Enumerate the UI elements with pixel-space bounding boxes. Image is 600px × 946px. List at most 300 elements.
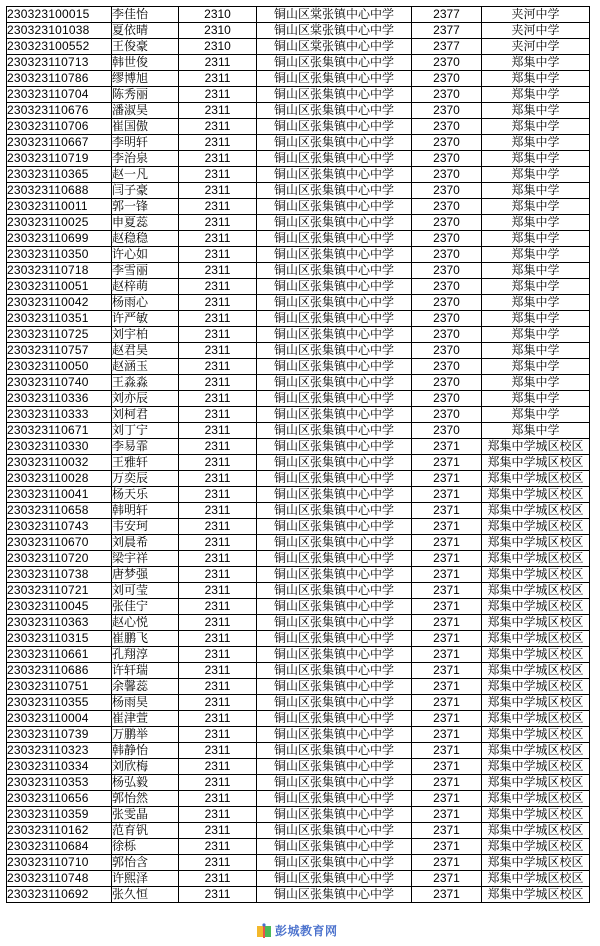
table-row xyxy=(7,55,590,71)
student-name-cell: 李佳怡 xyxy=(112,7,179,23)
admit-school-cell: 郑集中学 xyxy=(482,119,590,135)
table-row xyxy=(7,455,590,471)
school-name-cell: 铜山区张集镇中心中学 xyxy=(257,359,412,375)
student-name-cell: 潘淑昊 xyxy=(112,103,179,119)
table-row xyxy=(7,647,590,663)
exam-id-cell: 230323110757 xyxy=(7,343,112,359)
admit-code-cell: 2371 xyxy=(412,759,482,775)
admit-school-cell: 郑集中学城区校区 xyxy=(482,743,590,759)
admit-school-cell: 郑集中学 xyxy=(482,55,590,71)
school-name-cell: 铜山区张集镇中心中学 xyxy=(257,711,412,727)
admit-code-cell: 2371 xyxy=(412,887,482,903)
school-name-cell: 铜山区棠张镇中心中学 xyxy=(257,7,412,23)
admit-code-cell: 2370 xyxy=(412,311,482,327)
table-row xyxy=(7,823,590,839)
student-name-cell: 崔鹏飞 xyxy=(112,631,179,647)
admit-school-cell: 郑集中学 xyxy=(482,391,590,407)
school-name-cell: 铜山区张集镇中心中学 xyxy=(257,791,412,807)
admit-school-cell: 郑集中学城区校区 xyxy=(482,871,590,887)
school-code-cell: 2311 xyxy=(179,87,257,103)
exam-id-cell: 230323110661 xyxy=(7,647,112,663)
admit-code-cell: 2371 xyxy=(412,567,482,583)
table-row xyxy=(7,423,590,439)
school-code-cell: 2311 xyxy=(179,647,257,663)
admit-school-cell: 郑集中学城区校区 xyxy=(482,759,590,775)
admit-code-cell: 2371 xyxy=(412,839,482,855)
exam-id-cell: 230323110041 xyxy=(7,487,112,503)
exam-id-cell: 230323110684 xyxy=(7,839,112,855)
admit-school-cell: 郑集中学城区校区 xyxy=(482,663,590,679)
admit-school-cell: 郑集中学城区校区 xyxy=(482,855,590,871)
student-name-cell: 许轩瑞 xyxy=(112,663,179,679)
exam-id-cell: 230323110751 xyxy=(7,679,112,695)
admit-school-cell: 夹河中学 xyxy=(482,23,590,39)
table-row xyxy=(7,487,590,503)
admit-code-cell: 2371 xyxy=(412,663,482,679)
student-name-cell: 刘晨希 xyxy=(112,535,179,551)
table-row xyxy=(7,471,590,487)
exam-id-cell: 230323110004 xyxy=(7,711,112,727)
school-name-cell: 铜山区张集镇中心中学 xyxy=(257,71,412,87)
admit-code-cell: 2377 xyxy=(412,7,482,23)
admit-code-cell: 2370 xyxy=(412,407,482,423)
exam-id-cell: 230323110051 xyxy=(7,279,112,295)
exam-id-cell: 230323110025 xyxy=(7,215,112,231)
school-name-cell: 铜山区张集镇中心中学 xyxy=(257,871,412,887)
admit-code-cell: 2371 xyxy=(412,551,482,567)
table-row xyxy=(7,247,590,263)
school-code-cell: 2311 xyxy=(179,151,257,167)
school-name-cell: 铜山区张集镇中心中学 xyxy=(257,567,412,583)
student-name-cell: 夏依晴 xyxy=(112,23,179,39)
school-name-cell: 铜山区张集镇中心中学 xyxy=(257,823,412,839)
student-name-cell: 王淼淼 xyxy=(112,375,179,391)
exam-id-cell: 230323110353 xyxy=(7,775,112,791)
student-name-cell: 许心如 xyxy=(112,247,179,263)
school-name-cell: 铜山区张集镇中心中学 xyxy=(257,631,412,647)
exam-id-cell: 230323110713 xyxy=(7,55,112,71)
admit-code-cell: 2371 xyxy=(412,487,482,503)
exam-id-cell: 230323110738 xyxy=(7,567,112,583)
table-row xyxy=(7,551,590,567)
school-code-cell: 2311 xyxy=(179,567,257,583)
school-code-cell: 2311 xyxy=(179,663,257,679)
admit-school-cell: 郑集中学 xyxy=(482,103,590,119)
admit-school-cell: 郑集中学城区校区 xyxy=(482,791,590,807)
exam-id-cell: 230323110699 xyxy=(7,231,112,247)
admission-table xyxy=(6,6,590,903)
school-name-cell: 铜山区张集镇中心中学 xyxy=(257,471,412,487)
school-name-cell: 铜山区张集镇中心中学 xyxy=(257,839,412,855)
school-code-cell: 2311 xyxy=(179,615,257,631)
exam-id-cell: 230323100015 xyxy=(7,7,112,23)
school-code-cell: 2311 xyxy=(179,535,257,551)
admit-school-cell: 郑集中学城区校区 xyxy=(482,535,590,551)
exam-id-cell: 230323110333 xyxy=(7,407,112,423)
student-name-cell: 徐栎 xyxy=(112,839,179,855)
admit-code-cell: 2370 xyxy=(412,423,482,439)
exam-id-cell: 230323110323 xyxy=(7,743,112,759)
table-row xyxy=(7,711,590,727)
school-code-cell: 2311 xyxy=(179,327,257,343)
table-row xyxy=(7,343,590,359)
school-code-cell: 2311 xyxy=(179,215,257,231)
school-code-cell: 2311 xyxy=(179,55,257,71)
school-name-cell: 铜山区张集镇中心中学 xyxy=(257,295,412,311)
admit-code-cell: 2370 xyxy=(412,87,482,103)
school-code-cell: 2311 xyxy=(179,551,257,567)
school-name-cell: 铜山区张集镇中心中学 xyxy=(257,263,412,279)
exam-id-cell: 230323110748 xyxy=(7,871,112,887)
table-row xyxy=(7,743,590,759)
student-name-cell: 刘欣梅 xyxy=(112,759,179,775)
admit-code-cell: 2371 xyxy=(412,615,482,631)
exam-id-cell: 230323110032 xyxy=(7,455,112,471)
exam-id-cell: 230323110706 xyxy=(7,119,112,135)
table-row xyxy=(7,103,590,119)
school-name-cell: 铜山区张集镇中心中学 xyxy=(257,743,412,759)
student-name-cell: 刘可莹 xyxy=(112,583,179,599)
admit-code-cell: 2371 xyxy=(412,695,482,711)
school-name-cell: 铜山区张集镇中心中学 xyxy=(257,759,412,775)
school-name-cell: 铜山区张集镇中心中学 xyxy=(257,343,412,359)
admit-code-cell: 2370 xyxy=(412,295,482,311)
table-row xyxy=(7,279,590,295)
student-name-cell: 余馨蕊 xyxy=(112,679,179,695)
table-row xyxy=(7,135,590,151)
exam-id-cell: 230323110042 xyxy=(7,295,112,311)
admit-code-cell: 2370 xyxy=(412,279,482,295)
student-name-cell: 郭怡含 xyxy=(112,855,179,871)
school-name-cell: 铜山区张集镇中心中学 xyxy=(257,375,412,391)
admission-list-sheet xyxy=(6,6,590,903)
exam-id-cell: 230323110725 xyxy=(7,327,112,343)
admit-school-cell: 郑集中学城区校区 xyxy=(482,807,590,823)
student-name-cell: 郭一锋 xyxy=(112,199,179,215)
school-name-cell: 铜山区张集镇中心中学 xyxy=(257,599,412,615)
school-code-cell: 2311 xyxy=(179,167,257,183)
admit-school-cell: 郑集中学城区校区 xyxy=(482,439,590,455)
admit-school-cell: 郑集中学 xyxy=(482,375,590,391)
student-name-cell: 杨弘毅 xyxy=(112,775,179,791)
school-code-cell: 2310 xyxy=(179,23,257,39)
watermark-text: 彭城教育网 xyxy=(275,924,338,938)
admit-school-cell: 郑集中学 xyxy=(482,151,590,167)
admit-code-cell: 2370 xyxy=(412,247,482,263)
exam-id-cell: 230323110676 xyxy=(7,103,112,119)
exam-id-cell: 230323110719 xyxy=(7,151,112,167)
admit-school-cell: 郑集中学 xyxy=(482,247,590,263)
admit-code-cell: 2370 xyxy=(412,135,482,151)
admit-code-cell: 2371 xyxy=(412,455,482,471)
table-row xyxy=(7,631,590,647)
school-code-cell: 2311 xyxy=(179,855,257,871)
admit-code-cell: 2371 xyxy=(412,599,482,615)
student-name-cell: 孔翔淳 xyxy=(112,647,179,663)
school-code-cell: 2311 xyxy=(179,343,257,359)
exam-id-cell: 230323110330 xyxy=(7,439,112,455)
exam-id-cell: 230323110688 xyxy=(7,183,112,199)
exam-id-cell: 230323110739 xyxy=(7,727,112,743)
school-name-cell: 铜山区张集镇中心中学 xyxy=(257,503,412,519)
school-code-cell: 2311 xyxy=(179,775,257,791)
school-name-cell: 铜山区张集镇中心中学 xyxy=(257,407,412,423)
school-name-cell: 铜山区张集镇中心中学 xyxy=(257,775,412,791)
table-row xyxy=(7,791,590,807)
student-name-cell: 张雯晶 xyxy=(112,807,179,823)
table-row xyxy=(7,407,590,423)
school-code-cell: 2311 xyxy=(179,743,257,759)
school-name-cell: 铜山区张集镇中心中学 xyxy=(257,647,412,663)
school-code-cell: 2311 xyxy=(179,631,257,647)
admit-code-cell: 2371 xyxy=(412,679,482,695)
admit-school-cell: 郑集中学城区校区 xyxy=(482,775,590,791)
table-row xyxy=(7,807,590,823)
school-name-cell: 铜山区张集镇中心中学 xyxy=(257,87,412,103)
admit-code-cell: 2371 xyxy=(412,807,482,823)
exam-id-cell: 230323110670 xyxy=(7,535,112,551)
admit-school-cell: 郑集中学城区校区 xyxy=(482,679,590,695)
table-row xyxy=(7,359,590,375)
table-row xyxy=(7,775,590,791)
exam-id-cell: 230323110363 xyxy=(7,615,112,631)
exam-id-cell: 230323110162 xyxy=(7,823,112,839)
school-code-cell: 2311 xyxy=(179,887,257,903)
admit-code-cell: 2370 xyxy=(412,327,482,343)
school-name-cell: 铜山区张集镇中心中学 xyxy=(257,119,412,135)
student-name-cell: 刘亦辰 xyxy=(112,391,179,407)
school-name-cell: 铜山区张集镇中心中学 xyxy=(257,679,412,695)
table-row xyxy=(7,695,590,711)
school-name-cell: 铜山区张集镇中心中学 xyxy=(257,167,412,183)
admit-code-cell: 2370 xyxy=(412,183,482,199)
school-code-cell: 2311 xyxy=(179,439,257,455)
school-code-cell: 2310 xyxy=(179,7,257,23)
admit-code-cell: 2371 xyxy=(412,647,482,663)
exam-id-cell: 230323110334 xyxy=(7,759,112,775)
admit-code-cell: 2371 xyxy=(412,583,482,599)
admit-school-cell: 郑集中学 xyxy=(482,327,590,343)
table-row xyxy=(7,535,590,551)
admit-code-cell: 2370 xyxy=(412,103,482,119)
school-code-cell: 2311 xyxy=(179,807,257,823)
student-name-cell: 陈秀丽 xyxy=(112,87,179,103)
admit-code-cell: 2371 xyxy=(412,855,482,871)
student-name-cell: 许严敏 xyxy=(112,311,179,327)
admit-code-cell: 2370 xyxy=(412,231,482,247)
student-name-cell: 郭怡然 xyxy=(112,791,179,807)
student-name-cell: 崔津萱 xyxy=(112,711,179,727)
school-code-cell: 2311 xyxy=(179,231,257,247)
admit-school-cell: 郑集中学城区校区 xyxy=(482,615,590,631)
table-row xyxy=(7,39,590,55)
admit-code-cell: 2371 xyxy=(412,471,482,487)
admit-code-cell: 2370 xyxy=(412,167,482,183)
school-code-cell: 2311 xyxy=(179,407,257,423)
student-name-cell: 李雪丽 xyxy=(112,263,179,279)
admit-code-cell: 2371 xyxy=(412,871,482,887)
school-code-cell: 2311 xyxy=(179,503,257,519)
admit-school-cell: 郑集中学城区校区 xyxy=(482,519,590,535)
admit-school-cell: 郑集中学 xyxy=(482,167,590,183)
admit-code-cell: 2370 xyxy=(412,119,482,135)
admit-code-cell: 2370 xyxy=(412,55,482,71)
student-name-cell: 赵涵玉 xyxy=(112,359,179,375)
student-name-cell: 缪博旭 xyxy=(112,71,179,87)
school-name-cell: 铜山区张集镇中心中学 xyxy=(257,247,412,263)
exam-id-cell: 230323110365 xyxy=(7,167,112,183)
watermark xyxy=(256,922,338,939)
student-name-cell: 崔国傲 xyxy=(112,119,179,135)
exam-id-cell: 230323110656 xyxy=(7,791,112,807)
admit-school-cell: 郑集中学城区校区 xyxy=(482,567,590,583)
school-name-cell: 铜山区张集镇中心中学 xyxy=(257,807,412,823)
admit-school-cell: 郑集中学 xyxy=(482,135,590,151)
exam-id-cell: 230323110359 xyxy=(7,807,112,823)
school-code-cell: 2311 xyxy=(179,135,257,151)
book-logo-icon xyxy=(256,923,272,939)
school-code-cell: 2311 xyxy=(179,759,257,775)
admit-code-cell: 2371 xyxy=(412,535,482,551)
school-code-cell: 2311 xyxy=(179,487,257,503)
admit-school-cell: 郑集中学 xyxy=(482,231,590,247)
admit-code-cell: 2370 xyxy=(412,391,482,407)
admit-code-cell: 2371 xyxy=(412,727,482,743)
school-code-cell: 2311 xyxy=(179,103,257,119)
student-name-cell: 王俊豪 xyxy=(112,39,179,55)
student-name-cell: 许熙泽 xyxy=(112,871,179,887)
school-code-cell: 2311 xyxy=(179,311,257,327)
school-code-cell: 2311 xyxy=(179,391,257,407)
admit-school-cell: 郑集中学 xyxy=(482,71,590,87)
admit-code-cell: 2371 xyxy=(412,439,482,455)
admit-school-cell: 郑集中学城区校区 xyxy=(482,823,590,839)
student-name-cell: 韩世俊 xyxy=(112,55,179,71)
school-name-cell: 铜山区张集镇中心中学 xyxy=(257,327,412,343)
student-name-cell: 李治泉 xyxy=(112,151,179,167)
student-name-cell: 刘柯君 xyxy=(112,407,179,423)
table-row xyxy=(7,23,590,39)
table-row xyxy=(7,183,590,199)
school-name-cell: 铜山区棠张镇中心中学 xyxy=(257,39,412,55)
school-code-cell: 2311 xyxy=(179,359,257,375)
admit-school-cell: 郑集中学 xyxy=(482,215,590,231)
student-name-cell: 赵君昊 xyxy=(112,343,179,359)
school-name-cell: 铜山区张集镇中心中学 xyxy=(257,215,412,231)
school-name-cell: 铜山区张集镇中心中学 xyxy=(257,151,412,167)
school-code-cell: 2311 xyxy=(179,679,257,695)
exam-id-cell: 230323110786 xyxy=(7,71,112,87)
student-name-cell: 赵梓萌 xyxy=(112,279,179,295)
admit-code-cell: 2371 xyxy=(412,823,482,839)
table-row xyxy=(7,231,590,247)
student-name-cell: 唐梦强 xyxy=(112,567,179,583)
school-code-cell: 2311 xyxy=(179,71,257,87)
school-name-cell: 铜山区张集镇中心中学 xyxy=(257,519,412,535)
school-code-cell: 2311 xyxy=(179,519,257,535)
exam-id-cell: 230323110720 xyxy=(7,551,112,567)
school-name-cell: 铜山区张集镇中心中学 xyxy=(257,423,412,439)
admit-school-cell: 夹河中学 xyxy=(482,7,590,23)
school-code-cell: 2311 xyxy=(179,583,257,599)
exam-id-cell: 230323110028 xyxy=(7,471,112,487)
school-name-cell: 铜山区张集镇中心中学 xyxy=(257,855,412,871)
school-name-cell: 铜山区张集镇中心中学 xyxy=(257,199,412,215)
exam-id-cell: 230323110740 xyxy=(7,375,112,391)
table-row xyxy=(7,855,590,871)
school-name-cell: 铜山区张集镇中心中学 xyxy=(257,535,412,551)
school-code-cell: 2311 xyxy=(179,711,257,727)
table-row xyxy=(7,871,590,887)
admit-school-cell: 郑集中学城区校区 xyxy=(482,503,590,519)
admit-code-cell: 2370 xyxy=(412,215,482,231)
student-name-cell: 刘宇柏 xyxy=(112,327,179,343)
admit-school-cell: 郑集中学城区校区 xyxy=(482,887,590,903)
admit-school-cell: 郑集中学 xyxy=(482,87,590,103)
table-row xyxy=(7,167,590,183)
exam-id-cell: 230323110658 xyxy=(7,503,112,519)
admit-code-cell: 2371 xyxy=(412,775,482,791)
table-row xyxy=(7,327,590,343)
student-name-cell: 王雅轩 xyxy=(112,455,179,471)
admit-code-cell: 2370 xyxy=(412,375,482,391)
admit-code-cell: 2370 xyxy=(412,263,482,279)
table-row xyxy=(7,71,590,87)
admit-code-cell: 2370 xyxy=(412,199,482,215)
table-row xyxy=(7,119,590,135)
school-name-cell: 铜山区张集镇中心中学 xyxy=(257,551,412,567)
table-row xyxy=(7,727,590,743)
table-row xyxy=(7,439,590,455)
exam-id-cell: 230323110045 xyxy=(7,599,112,615)
table-row xyxy=(7,599,590,615)
student-name-cell: 赵一凡 xyxy=(112,167,179,183)
school-name-cell: 铜山区张集镇中心中学 xyxy=(257,663,412,679)
school-code-cell: 2311 xyxy=(179,247,257,263)
school-name-cell: 铜山区张集镇中心中学 xyxy=(257,439,412,455)
table-row xyxy=(7,503,590,519)
admit-code-cell: 2371 xyxy=(412,631,482,647)
admit-school-cell: 郑集中学 xyxy=(482,295,590,311)
school-code-cell: 2311 xyxy=(179,791,257,807)
school-name-cell: 铜山区张集镇中心中学 xyxy=(257,103,412,119)
admit-code-cell: 2370 xyxy=(412,343,482,359)
school-code-cell: 2311 xyxy=(179,839,257,855)
student-name-cell: 李易霏 xyxy=(112,439,179,455)
table-row xyxy=(7,519,590,535)
admit-school-cell: 郑集中学城区校区 xyxy=(482,839,590,855)
student-name-cell: 韩静怡 xyxy=(112,743,179,759)
exam-id-cell: 230323110710 xyxy=(7,855,112,871)
school-name-cell: 铜山区张集镇中心中学 xyxy=(257,695,412,711)
admit-school-cell: 郑集中学城区校区 xyxy=(482,599,590,615)
admit-school-cell: 郑集中学城区校区 xyxy=(482,583,590,599)
student-name-cell: 刘丁宁 xyxy=(112,423,179,439)
student-name-cell: 赵稳稳 xyxy=(112,231,179,247)
school-name-cell: 铜山区张集镇中心中学 xyxy=(257,455,412,471)
student-name-cell: 赵心悦 xyxy=(112,615,179,631)
school-code-cell: 2311 xyxy=(179,295,257,311)
exam-id-cell: 230323110718 xyxy=(7,263,112,279)
table-row xyxy=(7,215,590,231)
exam-id-cell: 230323110671 xyxy=(7,423,112,439)
school-code-cell: 2311 xyxy=(179,727,257,743)
school-name-cell: 铜山区棠张镇中心中学 xyxy=(257,23,412,39)
student-name-cell: 杨雨心 xyxy=(112,295,179,311)
table-row xyxy=(7,311,590,327)
admit-school-cell: 郑集中学 xyxy=(482,279,590,295)
admit-school-cell: 郑集中学城区校区 xyxy=(482,695,590,711)
